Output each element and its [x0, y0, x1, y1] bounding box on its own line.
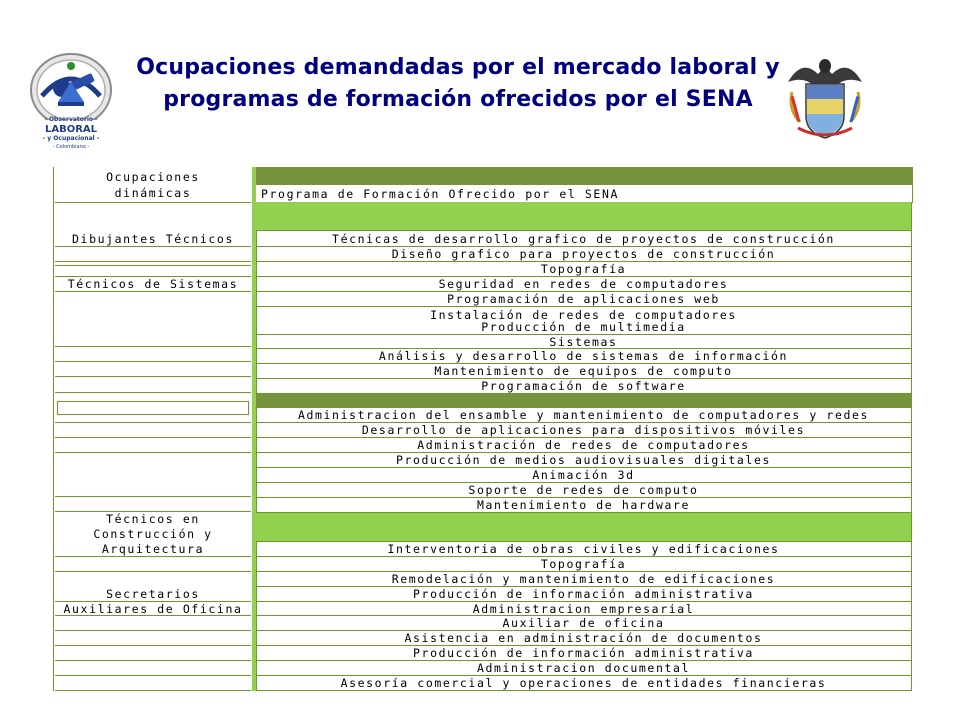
occupation-construccion [55, 512, 251, 557]
program-row: Mantenimiento de hardware [256, 498, 912, 513]
occupation-cell-box [57, 401, 249, 415]
occupation-cell-blank [55, 292, 251, 347]
occupation-cell-blank [55, 676, 251, 691]
occupations-header-line2: dinámicas [114, 185, 192, 200]
program-row: Programación de aplicaciones web [256, 292, 912, 307]
occupation-cell-blank [55, 438, 251, 453]
program-column-header: Programa de Formación Ofrecido por el SENA [261, 186, 619, 201]
program-row: Diseño grafico para proyectos de construcción [256, 247, 912, 262]
logo-caption-observatorio: - Observatorio - [44, 116, 98, 123]
program-row: Seguridad en redes de computadores [256, 277, 912, 292]
coat-of-arms-icon [784, 52, 866, 144]
occupation-cell-blank [55, 247, 251, 262]
program-row: Administracion del ensamble y mantenimiento de computadores y redes [256, 408, 912, 423]
program-row: Topografía [256, 557, 912, 572]
occupation-cell-blank [55, 661, 251, 676]
occupation-cell-blank [55, 262, 251, 277]
occupation-construccion-line1: Técnicos en [106, 512, 200, 526]
program-row: Administracion empresarial [256, 602, 912, 616]
occupation-sistemas: Técnicos de Sistemas [55, 277, 251, 292]
occupation-cell-blank [55, 616, 251, 631]
program-row: Instalación de redes de computadores [256, 307, 912, 322]
occupation-secretarios: Secretarios [55, 587, 251, 602]
table-top-bar [256, 167, 913, 185]
program-group-bar [256, 394, 912, 408]
program-group-bar [256, 202, 912, 231]
program-row: Animación 3d [256, 468, 912, 483]
program-row: Administración de redes de computadores [256, 438, 912, 453]
program-row: Producción de medios audiovisuales digitales [256, 453, 912, 468]
occupation-cell-blank [55, 557, 251, 572]
occupation-cell-blank [55, 377, 251, 393]
page-title-line2: programas de formación ofrecidos por el SENA [163, 87, 753, 112]
logo-caption-laboral: LABORAL [44, 124, 98, 135]
occupation-construccion-line2: Construcción y [93, 526, 213, 541]
occupations-column-header [55, 167, 251, 203]
occupation-cell-blank [55, 453, 251, 497]
colombia-coat-of-arms [784, 52, 866, 144]
table-grid [53, 167, 913, 691]
program-row: Técnicas de desarrollo grafico de proyectos de construcción [256, 231, 912, 247]
occupation-cell-blank [55, 572, 251, 587]
page-title [128, 52, 788, 116]
program-row: Asistencia en administración de documentos [256, 631, 912, 646]
program-row: Programación de software [256, 379, 912, 394]
program-row: Desarrollo de aplicaciones para dispositivos móviles [256, 423, 912, 438]
program-row: Producción de información administrativa [256, 646, 912, 661]
occupation-cell-blank [55, 362, 251, 377]
program-row: Topografía [256, 262, 912, 277]
logo-caption-ocupacional: - y Ocupacional - [42, 135, 100, 142]
program-row: Sistemas [256, 335, 912, 349]
program-row: Auxiliar de oficina [256, 616, 912, 631]
program-row: Análisis y desarrollo de sistemas de información [256, 349, 912, 364]
observatorio-laboral-logo [28, 52, 114, 150]
occupation-cell-blank [55, 497, 251, 512]
program-row: Remodelación y mantenimiento de edificaciones [256, 572, 912, 587]
program-row: Producción de multimedia [256, 320, 912, 335]
page-title-line1: Ocupaciones demandadas por el mercado laboral y [136, 55, 780, 80]
program-group-bar [256, 513, 912, 542]
occupation-cell-blank [55, 423, 251, 438]
program-row: Soporte de redes de computo [256, 483, 912, 498]
occupation-auxiliares: Auxiliares de Oficina [55, 602, 251, 616]
program-row: Asesoría comercial y operaciones de entidades financieras [256, 676, 912, 691]
occupations-programs-table [53, 167, 913, 691]
occupation-construccion-line3: Arquitectura [101, 541, 205, 556]
program-row: Mantenimiento de equipos de computo [256, 364, 912, 379]
occupation-cell-blank [55, 347, 251, 362]
occupation-cell-blank [55, 631, 251, 646]
program-row: Producción de información administrativa [256, 587, 912, 602]
occupation-cell-blank [55, 646, 251, 661]
occupation-dibujantes: Dibujantes Técnicos [55, 231, 251, 247]
program-row: Interventoria de obras civiles y edificaciones [256, 542, 912, 557]
occupations-header-line1: Ocupaciones [106, 169, 200, 184]
program-row: Administracion documental [256, 661, 912, 676]
logo-caption-colombiano: - Colombiano - [52, 144, 90, 150]
